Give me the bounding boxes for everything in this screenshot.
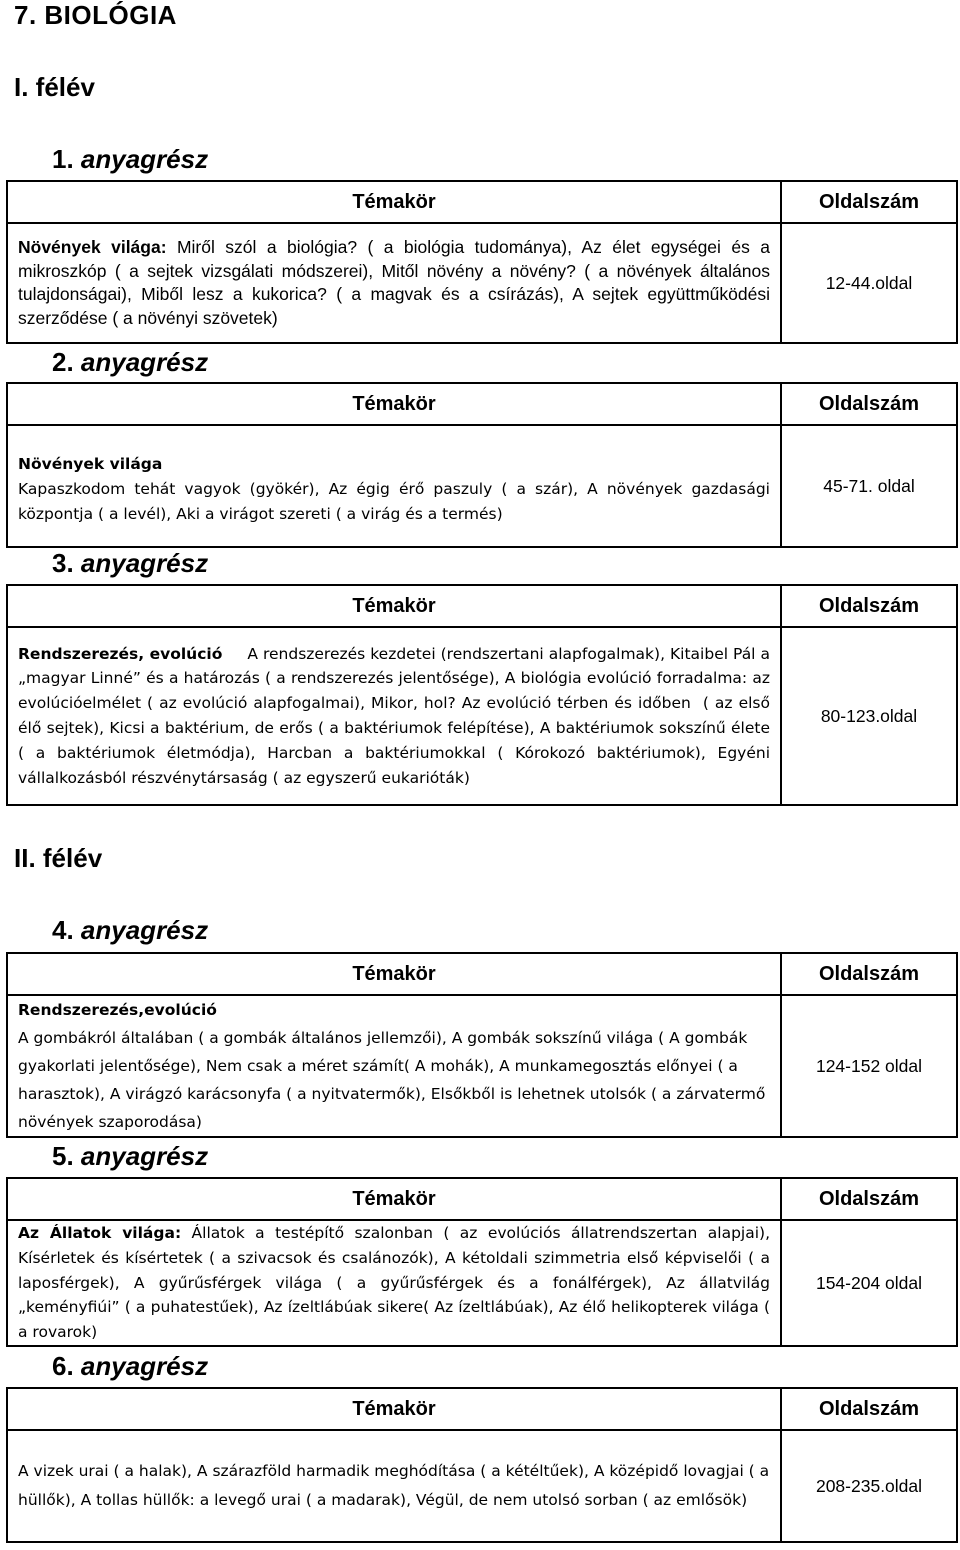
part-2-table [6,382,958,548]
part-3-heading [52,548,208,579]
part-number: 2. [52,347,74,377]
topic-lead: Növények világa: [18,237,167,257]
page-cell: 12-44.oldal [781,223,957,343]
part-4-table [6,952,958,1138]
part-1-heading [52,144,208,175]
page-cell: 154-204 oldal [781,1220,957,1346]
topic-column-header: Témakör [7,953,781,995]
part-number: 6. [52,1351,74,1381]
part-5-table [6,1177,958,1347]
table-row [7,1220,957,1346]
table-row [7,995,957,1137]
part-number: 3. [52,548,74,578]
topic-text: A gombákról általában ( a gombák általános jellemzői), A gombák sokszínű világa ( A gombák gyakorlati jelentősége), Nem csak a méret számít( A mohák), A munkamegosztás előnyei ( a harasztok), A virágzó karácsonyfa ( a nyitvatermők), Elsőkből is lehetnek utolsók ( a zárvatermő növények szaporodása) [18,1029,766,1131]
topic-column-header: Témakör [7,383,781,425]
part-label: anyagrész [80,1351,209,1381]
table-row [7,1430,957,1542]
topic-text: A rendszerezés kezdetei (rendszertani alapfogalmak), Kitaibel Pál a „magyar Linné” és a határozás ( a rendszerezés jelentősége), A biológia evolúció forradalma: az evolúcióelmélet ( az evolúció alapfogalmai), Mikor, hol? Az evolúció térben és időben ( az első élő sejtek), Kicsi a baktérium, de erős ( a baktériumok felépítése), A baktériumok sokszínű élete ( a baktériumok életmódja), Harcban a baktériumokkal ( Kórokozó baktériumok), Egyéni vállalkozásból részvénytársaság ( az egyszerű eukarióták) [18,644,775,787]
table-row [7,627,957,805]
part-label: anyagrész [80,1141,209,1171]
part-1-table [6,180,958,344]
part-4-heading [52,915,208,946]
page-cell: 45-71. oldal [781,425,957,547]
part-number: 5. [52,1141,74,1171]
part-2-heading [52,347,208,378]
part-number: 1. [52,144,74,174]
topic-lead: Növények világa [18,454,163,473]
table-header-row [7,1388,957,1430]
page-column-header: Oldalszám [781,1178,957,1220]
topic-column-header: Témakör [7,181,781,223]
table-header-row [7,1178,957,1220]
topic-cell [7,1430,781,1542]
page-cell: 80-123.oldal [781,627,957,805]
part-number: 4. [52,915,74,945]
topic-column-header: Témakör [7,585,781,627]
table-header-row [7,181,957,223]
page-column-header: Oldalszám [781,953,957,995]
topic-lead: Rendszerezés, evolúció [18,644,223,663]
topic-text: Állatok a testépítő szalonban ( az evolúciós állatrendszertan alapjai), Kísérletek és kísértetek ( a szivacsok és csalánozók), A kétoldali szimmetria első képviselői ( a laposférgek), A gyűrűsférgek világa ( a gyűrűsférgek és a fonálférgek), Az állatvilág „keményfiúi” ( a puhatestűek), Az ízeltlábúak sikere( Az ízeltlábúak), Az élő helikopterek világa ( a rovarok) [18,1224,770,1342]
page-cell: 208-235.oldal [781,1430,957,1542]
page-column-header: Oldalszám [781,181,957,223]
semester-2-heading: II. félév [14,843,103,873]
table-row [7,223,957,343]
topic-lead: Rendszerezés,evolúció [18,1001,217,1019]
part-label: anyagrész [80,915,209,945]
table-header-row [7,383,957,425]
part-label: anyagrész [80,548,209,578]
topic-text: Miről szól a biológia? ( a biológia tudománya), Az élet egységei és a mikroszkóp ( a sejtek vizsgálati módszerei), Mitől növény a növény? ( a növények általános tulajdonságai), Miből lesz a kukorica? ( a magvak és a csírázás), A sejtek együttműködési szerződése ( a növényi szövetek) [18,237,770,328]
page-column-header: Oldalszám [781,585,957,627]
topic-text: Kapaszkodom tehát vagyok (gyökér), Az égig érő paszuly ( a szár), A növények gazdasági központja ( a levél), Aki a virágot szereti ( a virág és a termés) [18,479,770,523]
page-cell: 124-152 oldal [781,995,957,1137]
part-label: anyagrész [80,347,209,377]
page-column-header: Oldalszám [781,1388,957,1430]
topic-column-header: Témakör [7,1178,781,1220]
part-3-table [6,584,958,806]
semester-1-heading: I. félév [14,72,95,102]
topic-text: A vizek urai ( a halak), A szárazföld harmadik meghódítása ( a kétéltűek), A középidő lovagjai ( a hüllők), A tollas hüllők: a levegő urai ( a madarak), Végül, de nem utolsó sorban ( az emlősök) [18,1462,770,1509]
topic-cell [7,1220,781,1346]
part-6-table [6,1387,958,1543]
page-column-header: Oldalszám [781,383,957,425]
topic-cell [7,995,781,1137]
topic-cell [7,223,781,343]
topic-cell [7,627,781,805]
table-header-row [7,953,957,995]
page-title: 7. BIOLÓGIA [14,0,177,30]
part-6-heading [52,1351,208,1382]
topic-column-header: Témakör [7,1388,781,1430]
topic-cell [7,425,781,547]
part-5-heading [52,1141,208,1172]
table-row [7,425,957,547]
part-label: anyagrész [80,144,209,174]
topic-lead: Az Állatok világa: [18,1224,182,1242]
table-header-row [7,585,957,627]
